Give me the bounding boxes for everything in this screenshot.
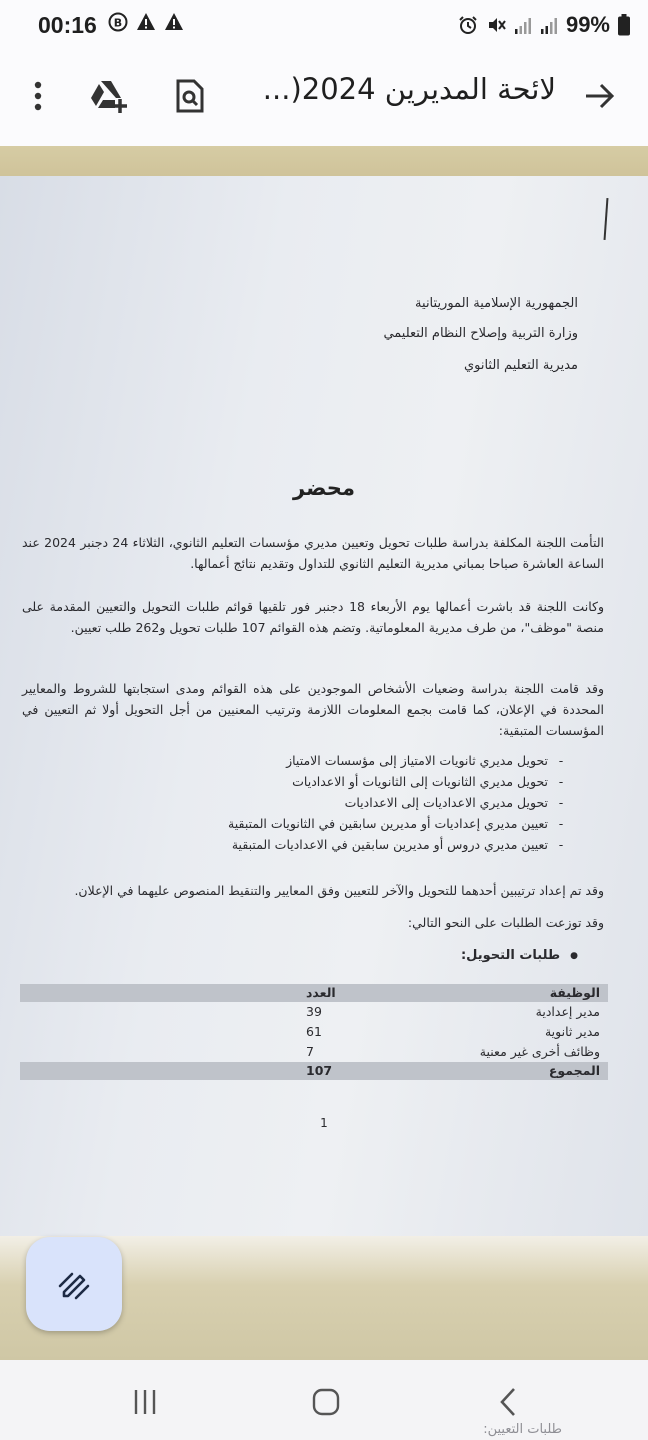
document-viewer[interactable]	[0, 146, 648, 1360]
page-number: 1	[320, 1116, 328, 1130]
table-header-row	[20, 984, 608, 1002]
list-item: - تعيين مديري إعداديات أو مديرين سابقين في الثانويات المتبقية	[174, 813, 574, 834]
recents-button[interactable]	[115, 1380, 175, 1424]
table-cell: وظائف أخرى غير معنية	[479, 1044, 600, 1059]
app-bar	[0, 50, 648, 147]
system-back-button[interactable]	[478, 1380, 538, 1424]
paragraph-3: وقد قامت اللجنة بدراسة وضعيات الأشخاص الموجودين على هذه القوائم ومدى استجابتها للشروط والمعايير المحددة في الإعلان، كما قامت بجمع المعلومات اللازمة وترتيب المعنيين من أجل التحويل أولا ثم التعيين في المؤسسات المتبقية:	[22, 681, 604, 738]
overflow-menu-icon	[34, 81, 42, 111]
alarm-icon	[458, 15, 478, 35]
status-bar	[0, 0, 648, 50]
table-cell: مدير ثانوية	[544, 1024, 600, 1039]
table-header: الوظيفة	[549, 985, 600, 1000]
signal-icon	[540, 15, 558, 35]
b-circle-icon	[108, 12, 128, 32]
svg-text:B: B	[113, 16, 123, 30]
next-section-peek: طلبات التعيين:	[483, 1422, 562, 1437]
distribution-intro: وقد توزعت الطلبات على النحو التالي:	[407, 915, 604, 930]
header-line-1: الجمهورية الإسلامية الموريتانية	[415, 296, 578, 311]
arrow-icon	[584, 82, 616, 110]
paragraph-2: وكانت اللجنة قد باشرت أعمالها يوم الأربعاء 18 دجنبر فور تلقيها قوائم طلبات التحويل والتعيين المقدمة على منصة "موظف"، من طرف مديرية المعلوماتية. وتضم هذه القوائم 107 طلبات تحويل و262 طلب تعيين.	[22, 599, 604, 635]
edit-pen-icon	[56, 1266, 92, 1302]
paragraph-4: وقد تم إعداد ترتيبين أحدهما للتحويل والآخر للتعيين وفق المعايير والتنقيط المنصوص عليهما في الإعلان.	[74, 883, 604, 898]
add-to-drive-button[interactable]	[86, 72, 134, 120]
table-row	[20, 1042, 608, 1062]
table-total-row	[20, 1062, 608, 1080]
table-cell: مدير إعدادية	[535, 1004, 600, 1019]
table-cell: 107	[306, 1063, 333, 1078]
list-item: - تحويل مديري الاعداديات إلى الاعداديات	[174, 792, 574, 813]
scanned-page	[0, 176, 648, 1236]
status-time: 00:16	[38, 12, 97, 38]
document-title: لائحة المديرين 2024(...	[262, 72, 556, 106]
bullet-list	[174, 750, 574, 855]
table-row	[20, 1022, 608, 1042]
paragraph-1: التأمت اللجنة المكلفة بدراسة طلبات تحويل وتعيين مديري مؤسسات التعليم الثانوي، الثلاثاء 24 دجنبر 2024 عند الساعة العاشرة صباحا بمباني مديرية التعليم الثانوي للتداول وتقديم نتائج أعمالها.	[22, 535, 604, 571]
list-item: - تعيين مديري دروس أو مديرين سابقين في الاعداديات المتبقية	[174, 834, 574, 855]
warning-icon	[136, 12, 156, 32]
table-cell: المجموع	[548, 1063, 600, 1078]
overflow-menu-button[interactable]	[14, 72, 62, 120]
recents-icon	[131, 1388, 159, 1416]
table-cell: 61	[306, 1024, 322, 1039]
back-chevron-icon	[497, 1387, 519, 1417]
home-button[interactable]	[296, 1380, 356, 1424]
battery-icon	[618, 14, 630, 36]
transfer-requests-table	[20, 984, 608, 1080]
search-doc-icon	[175, 79, 205, 113]
header-line-2: وزارة التربية وإصلاح النظام التعليمي	[383, 326, 578, 341]
warning-icon	[164, 12, 184, 32]
header-line-3: مديرية التعليم الثانوي	[463, 358, 578, 373]
find-in-document-button[interactable]	[166, 72, 214, 120]
table-row	[20, 1002, 608, 1022]
photo-background-top	[0, 146, 648, 176]
drive-add-icon	[90, 79, 130, 113]
home-icon	[311, 1387, 341, 1417]
mute-icon	[486, 15, 506, 35]
signal-icon	[514, 15, 532, 35]
edit-button[interactable]	[26, 1237, 122, 1331]
page-title: محضر	[293, 476, 355, 500]
table-cell: 7	[306, 1044, 314, 1059]
table-header: العدد	[306, 985, 336, 1000]
back-button[interactable]	[576, 72, 624, 120]
list-item: - تحويل مديري الثانويات إلى الثانويات أو الاعداديات	[174, 771, 574, 792]
list-item: - تحويل مديري ثانويات الامتياز إلى مؤسسات الامتياز	[174, 750, 574, 771]
section-heading: ● طلبات التحويل:	[461, 948, 578, 963]
table-cell: 39	[306, 1004, 322, 1019]
battery-percent: 99%	[565, 12, 610, 37]
